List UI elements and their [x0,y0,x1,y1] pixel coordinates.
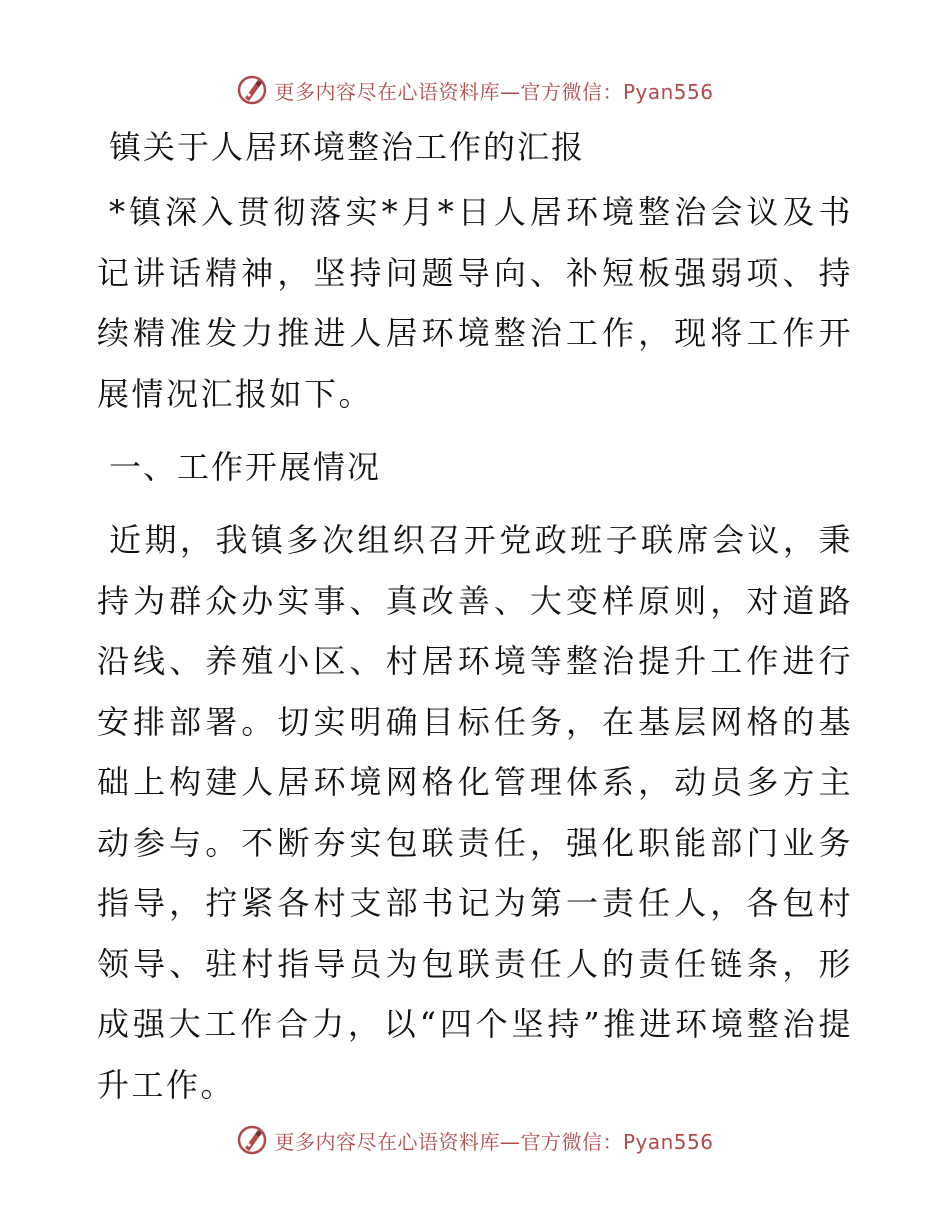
section-heading: 一、工作开展情况 [109,448,382,486]
document-title: 镇关于人居环境整治工作的汇报 [109,128,586,166]
pen-nib-logo-icon [236,74,268,106]
intro-paragraph: *镇深入贯彻落实*月*日人居环境整治会议及书记讲话精神，坚持问题导向、补短板强弱项、持续精准发力推进人居环境整治工作，现将工作开展情况汇报如下。 [97,193,853,413]
section-paragraph: 近期，我镇多次组织召开党政班子联席会议，秉持为群众办实事、真改善、大变样原则，对道路沿线、养殖小区、村居环境等整治提升工作进行安排部署。切实明确目标任务，在基层网格的基础上构建人居环境网格化管理体系，动员多方主动参与。不断夯实包联责任，强化职能部门业务指导，拧紧各村支部书记为第一责任人，各包村领导、驻村指导员为包联责任人的责任链条，形成强大工作合力，以“四个坚持”推进环境整治提升工作。 [97,521,853,1104]
document-body [97,118,853,1129]
watermark-text: 更多内容尽在心语资料库—官方微信：Pyan556 [274,79,714,104]
pen-nib-logo-icon [236,1124,268,1156]
watermark-banner-top [0,70,950,110]
watermark-banner-bottom [0,1120,950,1160]
watermark-text: 更多内容尽在心语资料库—官方微信：Pyan556 [274,1129,714,1154]
